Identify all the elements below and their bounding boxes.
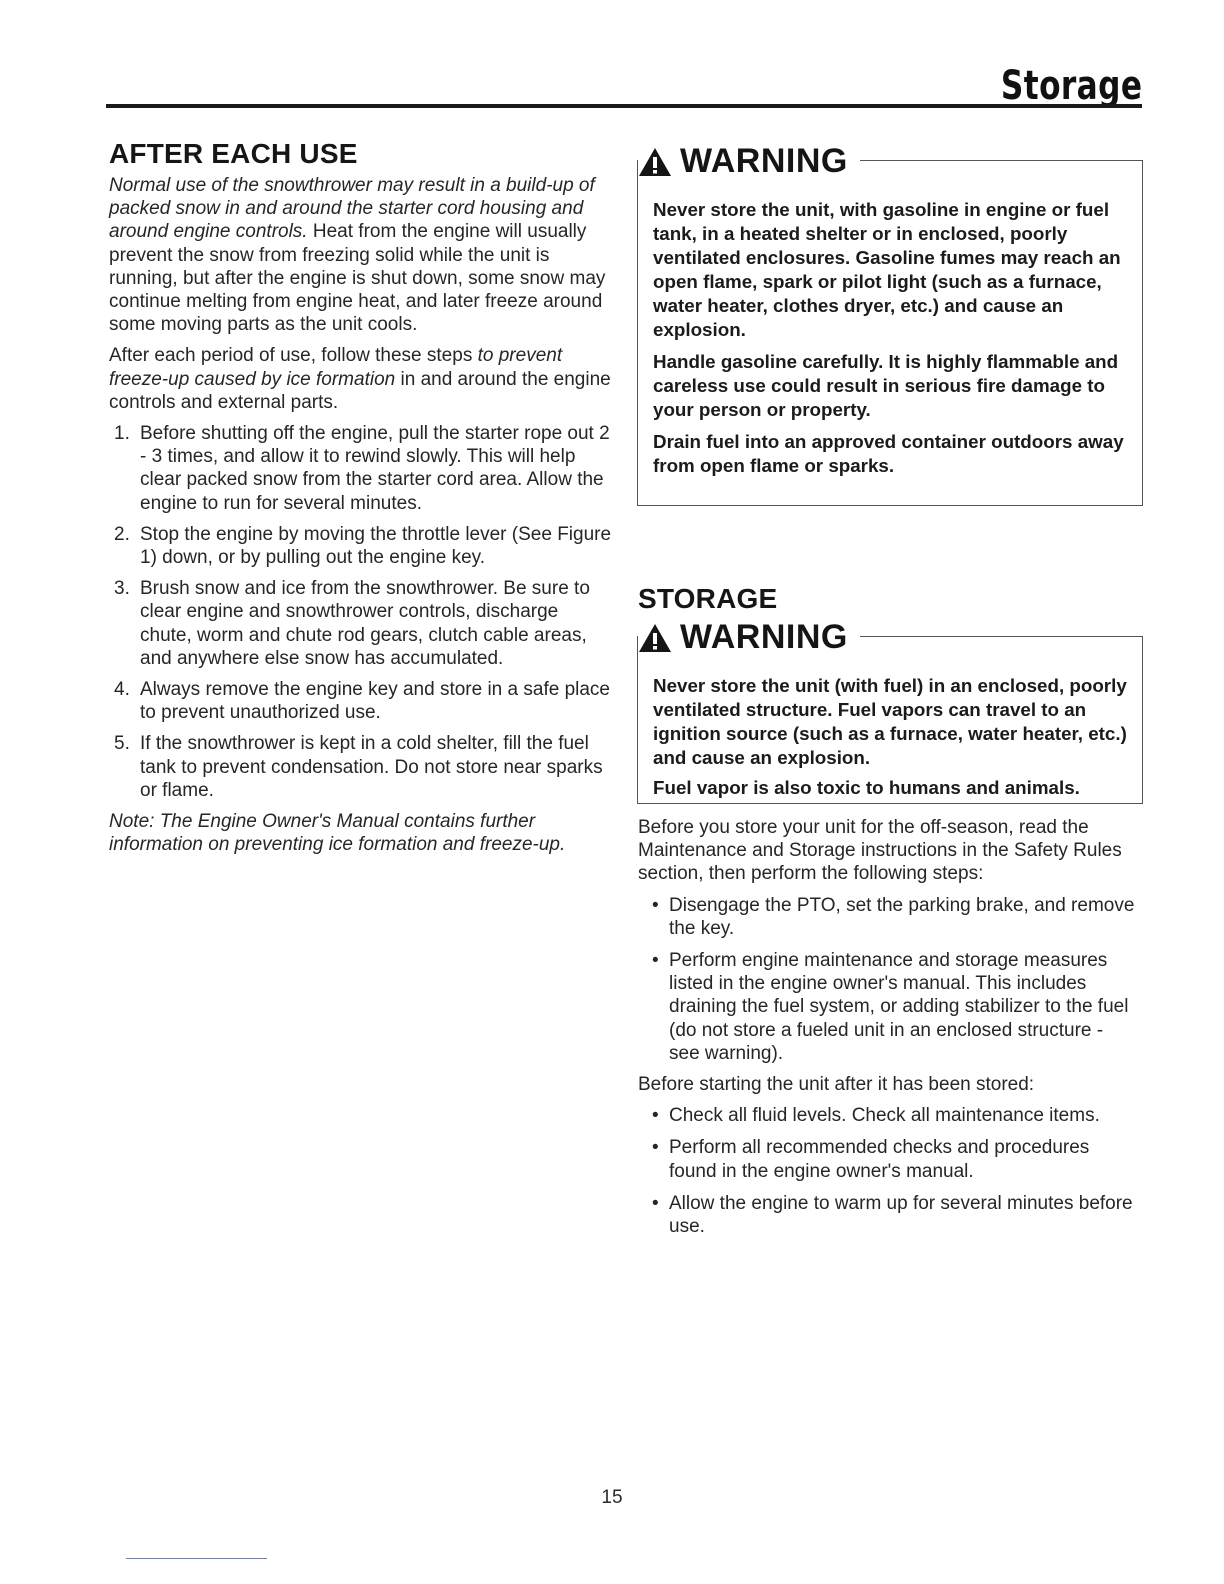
steps-intro-paragraph [109,344,615,414]
storage-heading: STORAGE [638,583,778,614]
footer-divider [126,1558,267,1559]
list-item [638,1192,1138,1238]
after-use-steps-list [109,422,615,802]
before-starting-list [638,1104,1138,1238]
storage-instructions [638,816,1138,1247]
after-each-use-section [109,138,615,856]
bullet-glyph: • [652,894,659,916]
warning-content [653,674,1133,800]
step-number: 2. [114,523,130,545]
warning-label: WARNING [680,618,848,656]
list-item [109,577,615,670]
page-section-title: Storage [1000,63,1142,109]
storage-intro: Before you store your unit for the off-season, read the Maintenance and Storage instructions in the Safety Rules section, then perform the following steps: [638,817,1122,885]
step-text: Always remove the engine key and store in a safe place to prevent unauthorized use. [140,679,610,724]
bullet-text: Perform engine maintenance and storage measures listed in the engine owner's manual. This includes draining the fuel system, or adding stabilizer to the fuel (do not store a fueled unit in an enclosed structure - see warning). [669,950,1129,1064]
bullet-text: Allow the engine to warm up for several minutes before use. [669,1192,1133,1238]
warning-paragraph: Fuel vapor is also toxic to humans and animals. [653,777,1080,798]
intro-rest: Heat from the engine will usually prevent the snow from freezing solid while the unit is running, but after the engine is shut down, some snow may continue melting from engine heat, and later freeze around some moving parts as the unit cools. [109,221,606,336]
step-text: Stop the engine by moving the throttle lever (See Figure 1) down, or by pulling out the engine key. [140,523,612,569]
list-item [638,1104,1138,1127]
warning-triangle-icon [638,146,672,178]
step-number: 4. [114,679,130,701]
warning-paragraph: Never store the unit (with fuel) in an enclosed, poorly ventilated structure. Fuel vapors can travel to an ignition source (such as a furnace, water heater, etc.) and cause an explosion. [653,675,1127,768]
list-item [109,678,615,724]
page-number: 15 [601,1487,623,1508]
list-item [109,732,615,802]
bullet-text: Disengage the PTO, set the parking brake, and remove the key. [669,894,1135,939]
before-starting-text: Before starting the unit after it has been stored: [638,1074,1035,1096]
para2-italic: to prevent freeze-up caused by ice formation [109,345,563,390]
fuel-vapor-warning-box [637,618,1143,804]
warning-paragraph: Drain fuel into an approved container outdoors away from open flame or sparks. [653,431,1124,476]
warning-title [638,618,860,657]
warning-content [653,198,1133,478]
list-item [638,894,1138,940]
list-item [638,949,1138,1065]
gasoline-warning-box [637,142,1143,506]
list-item [109,523,615,569]
engine-manual-note: Note: The Engine Owner's Manual contains further information on preventing ice formation and freeze-up. [109,811,566,856]
para2-after: in and around the engine controls and external parts. [109,368,611,413]
warning-title [638,142,860,181]
bullet-glyph: • [652,1105,659,1127]
after-each-use-heading: AFTER EACH USE [109,138,358,169]
bullet-text: Perform all recommended checks and procedures found in the engine owner's manual. [669,1137,1090,1182]
bullet-glyph: • [652,950,659,972]
warning-triangle-icon [638,622,672,654]
step-text: If the snowthrower is kept in a cold shelter, fill the fuel tank to prevent condensation. Do not store near sparks or flame. [140,733,603,801]
intro-italic: Normal use of the snowthrower may result in a build-up of packed snow in and around the starter cord housing and around engine controls. [109,175,595,243]
warning-label: WARNING [680,142,848,180]
step-number: 5. [114,733,130,755]
step-text: Before shutting off the engine, pull the starter rope out 2 - 3 times, and allow it to rewind slowly. This will help clear packed snow from the starter cord area. Allow the engine to run for several minutes. [140,423,610,514]
bullet-text: Check all fluid levels. Check all maintenance items. [669,1105,1100,1127]
bullet-glyph: • [652,1137,659,1159]
step-number: 1. [114,423,130,445]
warning-paragraph: Handle gasoline carefully. It is highly flammable and careless use could result in serious fire damage to your person or property. [653,351,1119,420]
list-item [638,1136,1138,1182]
intro-paragraph [109,174,615,336]
list-item [109,422,615,515]
header-divider [106,104,1142,108]
step-text: Brush snow and ice from the snowthrower. Be sure to clear engine and snowthrower controls, discharge chute, worm and chute rod gears, clutch cable areas, and anywhere else snow has accumulated. [140,578,590,669]
warning-paragraph: Never store the unit, with gasoline in engine or fuel tank, in a heated shelter or in enclosed, poorly ventilated enclosures. Gasoline fumes may reach an open flame, spark or pilot light (such as a furnace, water heater, clothes dryer, etc.) and cause an explosion. [653,199,1121,340]
para2-before: After each period of use, follow these steps [109,345,478,367]
bullet-glyph: • [652,1192,659,1214]
storage-steps-list [638,894,1138,1065]
step-number: 3. [114,578,130,600]
